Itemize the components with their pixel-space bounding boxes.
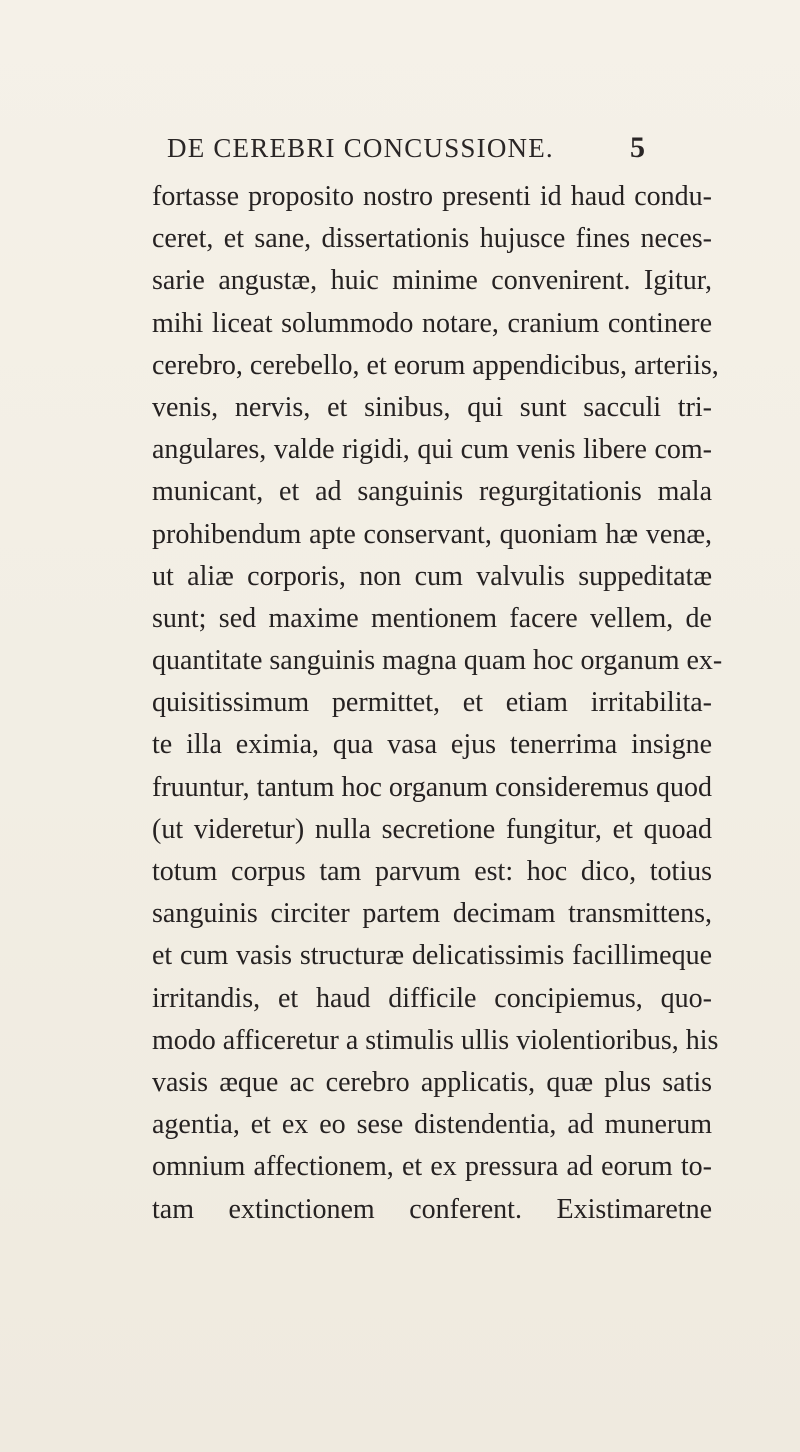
text-line: ceret, et sane, dissertationis hujusce fines neces- (152, 223, 712, 255)
text-line: quisitissimum permittet, et etiam irritabilita- (152, 687, 712, 719)
text-line: cerebro, cerebello, et eorum appendicibus, arteriis, (152, 349, 719, 381)
body-text (152, 176, 723, 1231)
text-line: angulares, valde rigidi, qui cum venis libere com- (152, 434, 712, 466)
text-line: ut aliæ corporis, non cum valvulis suppeditatæ (152, 560, 712, 592)
text-line: tam extinctionem conferent. Existimaretne (152, 1193, 712, 1225)
text-line: municant, et ad sanguinis regurgitationis mala (152, 476, 712, 508)
running-head (0, 128, 800, 168)
text-line: mihi liceat solummodo notare, cranium continere (152, 307, 712, 339)
text-line: omnium affectionem, et ex pressura ad eorum to- (152, 1151, 712, 1183)
text-line: sarie angustæ, huic minime convenirent. Igitur, (152, 265, 712, 297)
text-line: (ut videretur) nulla secretione fungitur, et quoad (152, 813, 712, 845)
text-line: fruuntur, tantum hoc organum consideremus quod (152, 771, 712, 803)
text-line: prohibendum apte conservant, quoniam hæ venæ, (152, 518, 712, 550)
text-line: agentia, et ex eo sese distendentia, ad munerum (152, 1109, 712, 1141)
text-line: sunt; sed maxime mentionem facere vellem, de (152, 602, 712, 634)
text-line: quantitate sanguinis magna quam hoc organum ex- (152, 645, 723, 677)
text-line: totum corpus tam parvum est: hoc dico, totius (152, 856, 712, 887)
text-line: vasis æque ac cerebro applicatis, quæ plus satis (152, 1066, 712, 1098)
running-title: DE CEREBRI CONCUSSIONE. (167, 133, 554, 163)
text-line: sanguinis circiter partem decimam transmittens, (152, 898, 712, 930)
text-line: modo afficeretur a stimulis ullis violentioribus, his (152, 1024, 719, 1056)
text-line: venis, nervis, et sinibus, qui sunt sacculi tri- (152, 391, 712, 423)
text-line: fortasse proposito nostro presenti id haud condu- (152, 181, 712, 212)
text-line: et cum vasis structuræ delicatissimis facillimeque (152, 940, 712, 972)
text-line: te illa eximia, qua vasa ejus tenerrima insigne (152, 729, 712, 761)
page-number: 5 (630, 131, 645, 164)
text-line: irritandis, et haud difficile concipiemus, quo- (152, 982, 712, 1014)
